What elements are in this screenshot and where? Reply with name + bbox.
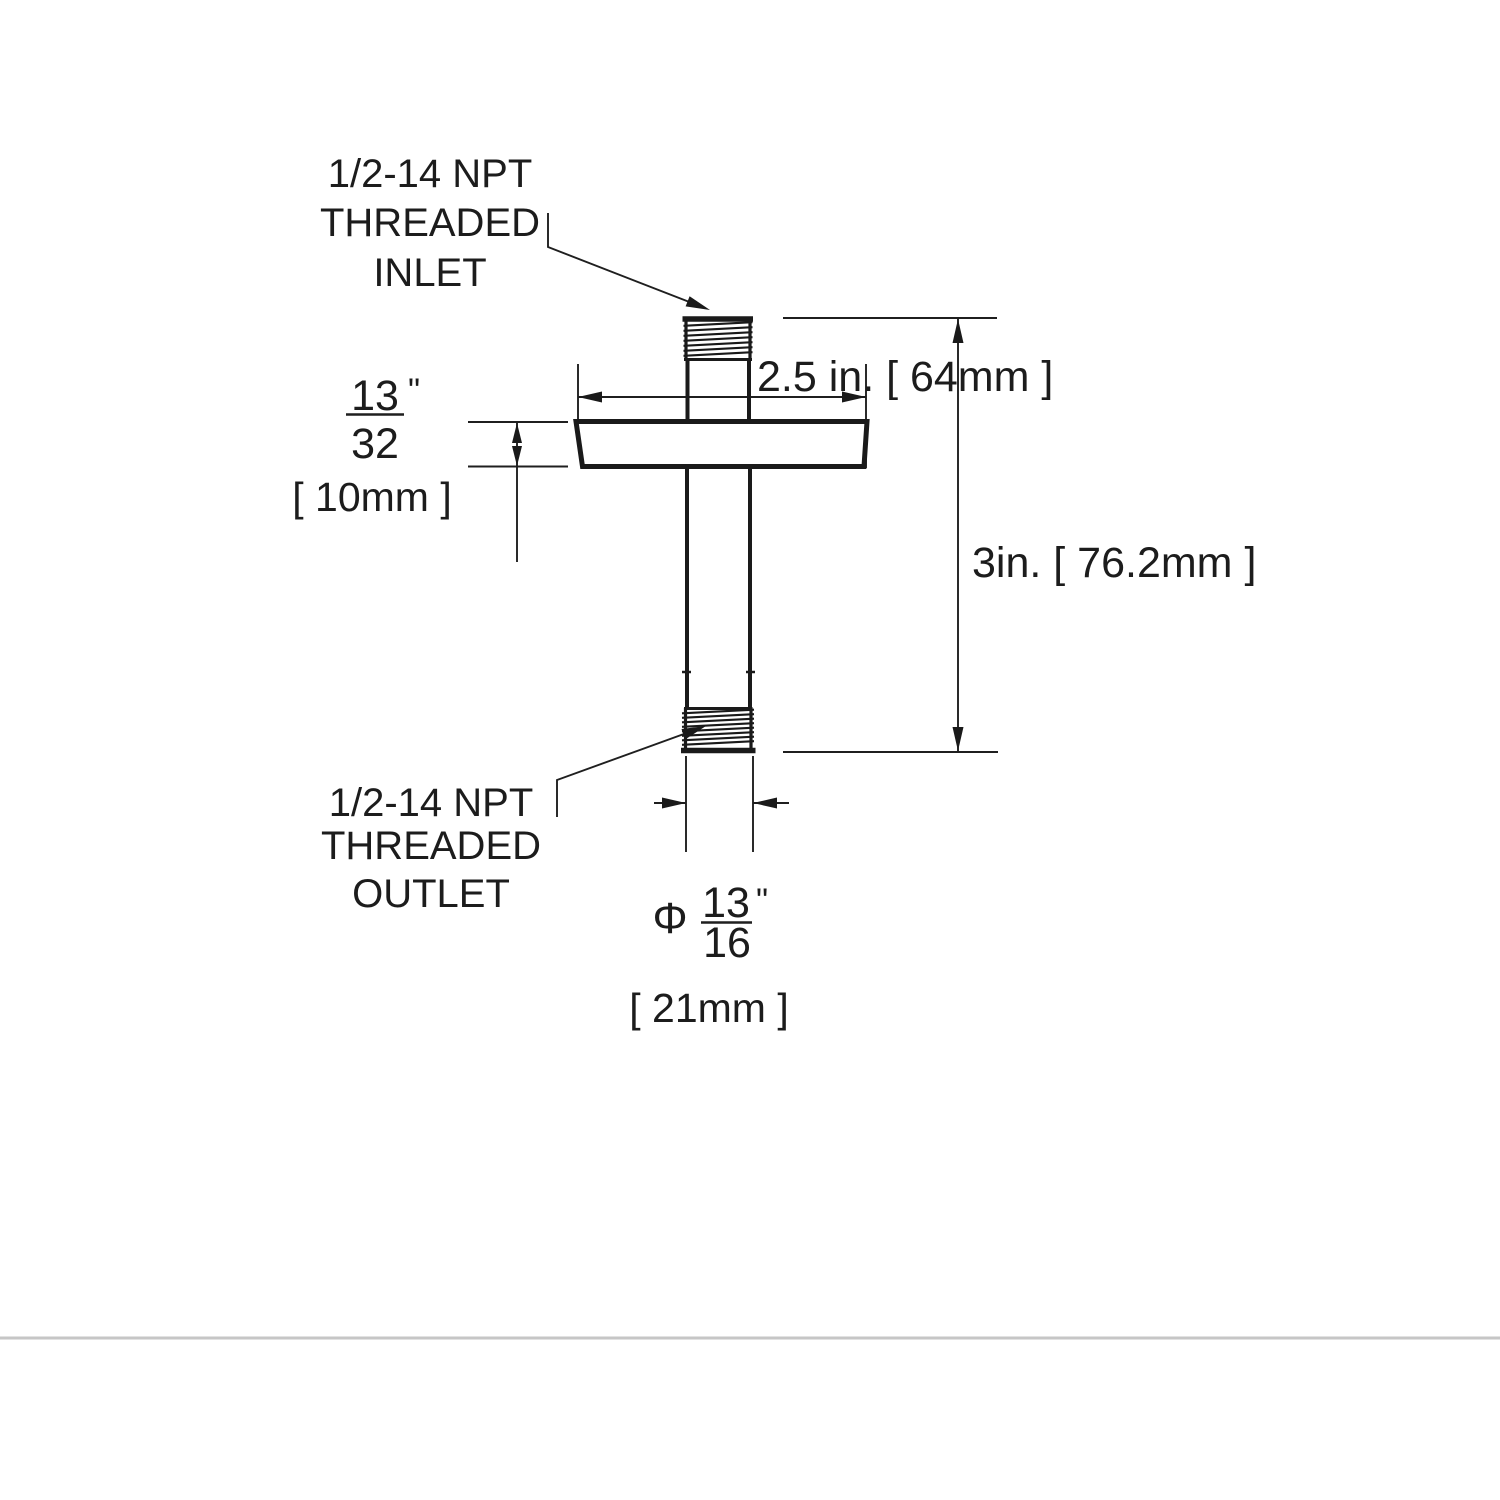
inlet-label-line-1: 1/2-14 NPT xyxy=(327,152,533,196)
outlet-diameter-dimension xyxy=(654,756,789,852)
arrowhead-down-icon xyxy=(512,446,522,466)
metric-equivalent: [ 10mm ] xyxy=(292,474,452,520)
arrowhead-up-icon xyxy=(512,423,522,443)
arrowhead-left-icon xyxy=(753,798,777,809)
upper-pipe xyxy=(688,359,750,422)
fraction-denominator: 16 xyxy=(703,919,751,967)
inlet-threads xyxy=(683,318,754,360)
arrowhead-down-icon xyxy=(953,727,964,751)
outlet-diameter-text xyxy=(629,879,788,1031)
fraction-numerator: 13 xyxy=(702,879,750,927)
arrowhead-up-icon xyxy=(953,319,964,343)
flange-thickness-dimension xyxy=(468,422,568,562)
metric-equivalent: [ 21mm ] xyxy=(629,985,789,1031)
inch-mark: " xyxy=(407,372,421,410)
lower-pipe xyxy=(682,467,755,710)
inch-mark: " xyxy=(755,882,769,920)
fraction-numerator: 13 xyxy=(351,372,399,420)
height-dimension-text: 3in. [ 76.2mm ] xyxy=(972,539,1257,587)
ceiling-flange xyxy=(576,422,867,467)
arrowhead-right-icon xyxy=(662,798,686,809)
inlet-callout xyxy=(320,152,540,295)
flange-thickness-text xyxy=(292,372,451,520)
diameter-symbol: Φ xyxy=(652,894,688,943)
width-dimension-text: 2.5 in. [ 64mm ] xyxy=(757,353,1054,401)
leader-arrowhead-icon xyxy=(686,296,710,310)
inlet-leader-line xyxy=(548,213,710,310)
outlet-label-line-2: THREADED xyxy=(320,824,542,868)
fraction-denominator: 32 xyxy=(351,420,399,468)
inlet-label-line-3: INLET xyxy=(373,251,487,295)
outlet-label-line-3: OUTLET xyxy=(352,872,510,916)
arrowhead-left-icon xyxy=(578,392,602,403)
inlet-label-line-2: THREADED xyxy=(319,201,541,245)
outlet-label-line-1: 1/2-14 NPT xyxy=(328,781,534,825)
outlet-callout xyxy=(321,781,541,916)
